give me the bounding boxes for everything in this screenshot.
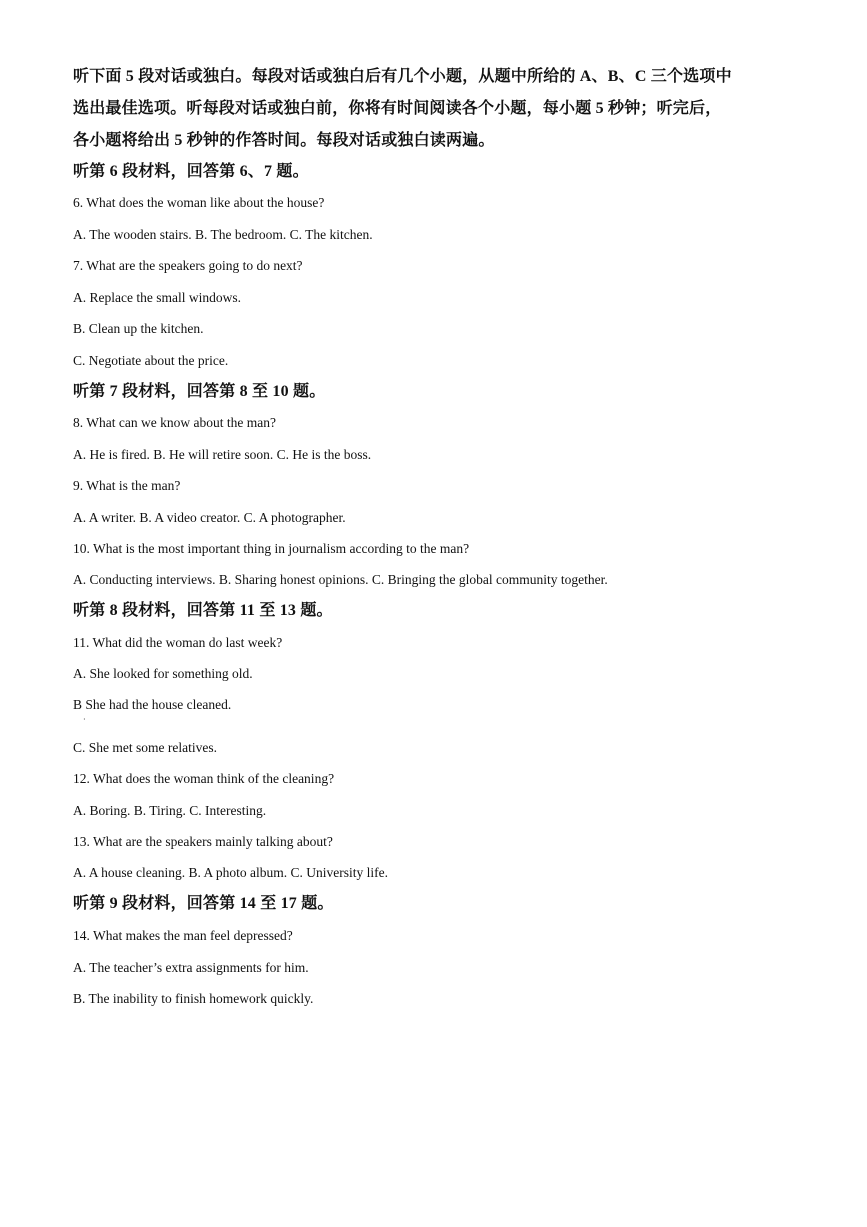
instruction-line-2: 选出最佳选项。听每段对话或独白前，你将有时间阅读各个小题，每小题 5 秒钟；听完后， xyxy=(73,100,722,117)
question-7: 7. What are the speakers going to do next? xyxy=(73,258,303,273)
question-10: 10. What is the most important thing in journalism according to the man? xyxy=(73,541,470,556)
option-11b: B She had the house cleaned. xyxy=(73,697,232,712)
options-13: A. A house cleaning. B. A photo album. C. University life. xyxy=(73,865,388,880)
instruction-line-3: 各小题将给出 5 秒钟的作答时间。每段对话或独白读两遍。 xyxy=(73,132,495,149)
question-11: 11. What did the woman do last week? xyxy=(73,635,283,650)
question-13: 13. What are the speakers mainly talking about? xyxy=(73,834,333,849)
options-9: A. A writer. B. A video creator. C. A photographer. xyxy=(73,510,346,525)
section-heading-7: 听第 7 段材料，回答第 8 至 10 题。 xyxy=(73,383,326,400)
stray-dot-mark: · xyxy=(83,715,86,724)
options-10: A. Conducting interviews. B. Sharing honest opinions. C. Bringing the global community together. xyxy=(73,572,608,587)
question-8: 8. What can we know about the man? xyxy=(73,415,276,430)
option-7c: C. Negotiate about the price. xyxy=(73,353,229,368)
options-12: A. Boring. B. Tiring. C. Interesting. xyxy=(73,803,267,818)
option-7b: B. Clean up the kitchen. xyxy=(73,321,204,336)
option-14b: B. The inability to finish homework quickly. xyxy=(73,991,314,1006)
section-heading-9: 听第 9 段材料，回答第 14 至 17 题。 xyxy=(73,895,334,912)
options-6: A. The wooden stairs. B. The bedroom. C. The kitchen. xyxy=(73,227,373,242)
instruction-line-1: 听下面 5 段对话或独白。每段对话或独白后有几个小题，从题中所给的 A、B、C 三个选项中 xyxy=(73,68,732,85)
section-heading-8: 听第 8 段材料，回答第 11 至 13 题。 xyxy=(73,602,333,619)
option-14a: A. The teacher’s extra assignments for him. xyxy=(73,960,309,975)
option-11a: A. She looked for something old. xyxy=(73,666,253,681)
question-6: 6. What does the woman like about the house? xyxy=(73,195,325,210)
option-11c: C. She met some relatives. xyxy=(73,740,217,755)
question-9: 9. What is the man? xyxy=(73,478,181,493)
section-heading-6: 听第 6 段材料，回答第 6、7 题。 xyxy=(73,163,309,180)
question-12: 12. What does the woman think of the cleaning? xyxy=(73,771,335,786)
question-14: 14. What makes the man feel depressed? xyxy=(73,928,293,943)
option-7a: A. Replace the small windows. xyxy=(73,290,241,305)
options-8: A. He is fired. B. He will retire soon. C. He is the boss. xyxy=(73,447,372,462)
